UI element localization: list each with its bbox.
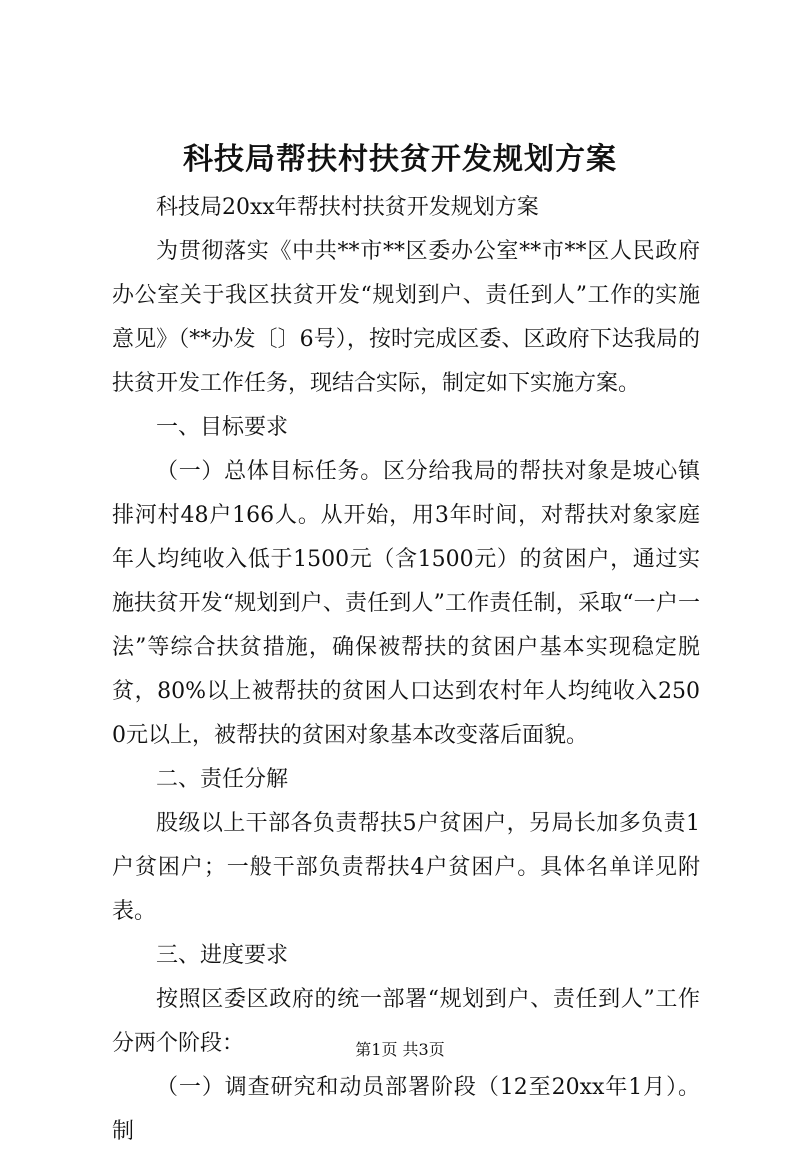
section-heading-responsibility: 二、责任分解: [156, 767, 289, 792]
section-heading-progress: 三、进度要求: [156, 943, 289, 968]
document-title: 科技局帮扶村扶贫开发规划方案: [183, 142, 617, 177]
responsibility-paragraph: 股级以上干部各负责帮扶5户贫困户，另局长加多负责1户贫困户；一般干部负责帮扶4户贫困户。具体名单详见附表。: [112, 811, 700, 924]
intro-paragraph: 为贯彻落实《中共**市**区委办公室**市**区人民政府办公室关于我区扶贫开发“规划到户、责任到人”工作的实施意见》（**办发〔〕6号），按时完成区委、区政府下达我局的扶贫开发工作任务，现结合实际，制定如下实施方案。: [112, 239, 700, 396]
goals-paragraph: （一）总体目标任务。区分给我局的帮扶对象是坡心镇排河村48户166人。从开始，用3年时间，对帮扶对象家庭年人均纯收入低于1500元（含1500元）的贫困户，通过实施扶贫开发“规划到户、责任到人”工作责任制，采取“一户一法”等综合扶贫措施，确保被帮扶的贫困户基本实现稳定脱贫，80%以上被帮扶的贫困人口达到农村年人均纯收入2500元以上，被帮扶的贫困对象基本改变落后面貌。: [112, 459, 700, 748]
subtitle-paragraph: 科技局20xx年帮扶村扶贫开发规划方案: [156, 195, 539, 220]
stage-one-paragraph: （一）调查研究和动员部署阶段（12至20xx年1月）。制: [112, 1075, 700, 1144]
progress-paragraph: 按照区委区政府的统一部署“规划到户、责任到人”工作分两个阶段：: [112, 987, 700, 1056]
section-heading-goals: 一、目标要求: [156, 415, 289, 440]
document-body: [112, 186, 700, 1154]
page-footer: 第1页 共3页: [355, 1040, 445, 1059]
